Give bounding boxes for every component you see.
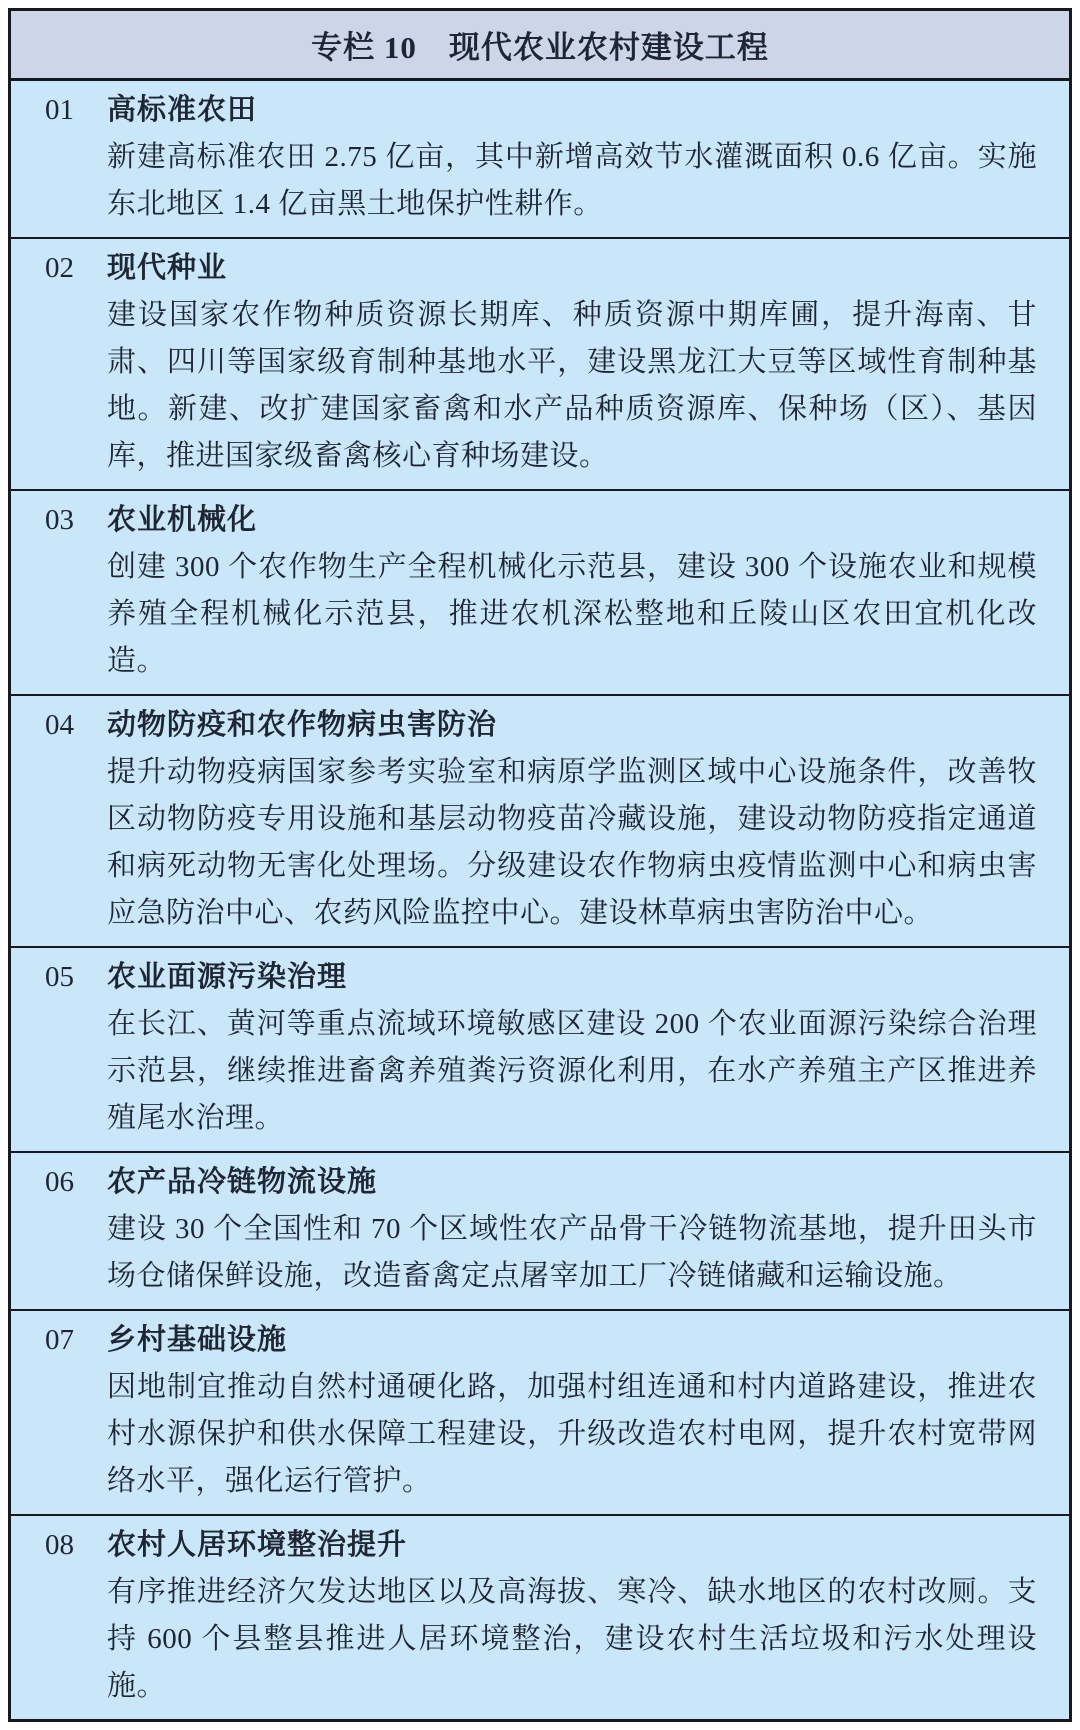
section-body: 在长江、黄河等重点流域环境敏感区建设 200 个农业面源污染综合治理示范县，继续推进畜禽养殖粪污资源化利用，在水产养殖主产区推进养殖尾水治理。 xyxy=(107,1008,1037,1134)
panel-title: 专栏 10 现代农业农村建设工程 xyxy=(11,11,1069,81)
section-head xyxy=(45,497,1037,544)
section-heading: 农产品冷链物流设施 xyxy=(107,1166,378,1198)
section-head xyxy=(45,1522,1037,1569)
section-number: 03 xyxy=(45,504,74,536)
section-number: 01 xyxy=(45,94,74,126)
section-body: 建设国家农作物种质资源长期库、种质资源中期库圃，提升海南、甘肃、四川等国家级育制种基地水平，建设黑龙江大豆等区域性育制种基地。新建、改扩建国家畜禽和水产品种质资源库、保种场（区）、基因库，推进国家级畜禽核心育种场建设。 xyxy=(107,299,1037,472)
section-number: 07 xyxy=(45,1324,74,1356)
section-number: 08 xyxy=(45,1529,74,1561)
section-heading: 农村人居环境整治提升 xyxy=(107,1529,408,1561)
section xyxy=(11,948,1069,1153)
sections xyxy=(11,81,1069,1719)
section xyxy=(11,696,1069,948)
section-heading: 农业机械化 xyxy=(107,504,258,536)
section-body: 有序推进经济欠发达地区以及高海拔、寒冷、缺水地区的农村改厕。支持 600 个县整县推进人居环境整治，建设农村生活垃圾和污水处理设施。 xyxy=(107,1576,1037,1702)
section-number: 02 xyxy=(45,252,74,284)
section-head xyxy=(45,87,1037,134)
column-panel xyxy=(8,8,1072,1722)
section-body: 新建高标准农田 2.75 亿亩，其中新增高效节水灌溉面积 0.6 亿亩。实施东北地区 1.4 亿亩黑土地保护性耕作。 xyxy=(107,141,1037,220)
section-heading: 农业面源污染治理 xyxy=(107,961,348,993)
section xyxy=(11,1516,1069,1719)
section-heading: 现代种业 xyxy=(107,252,228,284)
section xyxy=(11,239,1069,491)
section xyxy=(11,491,1069,696)
section-body: 提升动物疫病国家参考实验室和病原学监测区域中心设施条件，改善牧区动物防疫专用设施和基层动物疫苗冷藏设施，建设动物防疫指定通道和病死动物无害化处理场。分级建设农作物病虫疫情监测中心和病虫害应急防治中心、农药风险监控中心。建设林草病虫害防治中心。 xyxy=(107,756,1037,929)
section-number: 05 xyxy=(45,961,74,993)
section-head xyxy=(45,954,1037,1001)
section xyxy=(11,1153,1069,1311)
section-number: 04 xyxy=(45,709,74,741)
section-body: 创建 300 个农作物生产全程机械化示范县，建设 300 个设施农业和规模养殖全程机械化示范县，推进农机深松整地和丘陵山区农田宜机化改造。 xyxy=(107,551,1037,677)
section-head xyxy=(45,1317,1037,1364)
section xyxy=(11,1311,1069,1516)
section-head xyxy=(45,245,1037,292)
section-number: 06 xyxy=(45,1166,74,1198)
section-head xyxy=(45,702,1037,749)
section-heading: 动物防疫和农作物病虫害防治 xyxy=(107,709,498,741)
section xyxy=(11,81,1069,239)
section-heading: 乡村基础设施 xyxy=(107,1324,288,1356)
section-body: 建设 30 个全国性和 70 个区域性农产品骨干冷链物流基地，提升田头市场仓储保鲜设施，改造畜禽定点屠宰加工厂冷链储藏和运输设施。 xyxy=(107,1213,1037,1292)
section-body: 因地制宜推动自然村通硬化路，加强村组连通和村内道路建设，推进农村水源保护和供水保障工程建设，升级改造农村电网，提升农村宽带网络水平，强化运行管护。 xyxy=(107,1371,1037,1497)
section-heading: 高标准农田 xyxy=(107,94,258,126)
section-head xyxy=(45,1159,1037,1206)
